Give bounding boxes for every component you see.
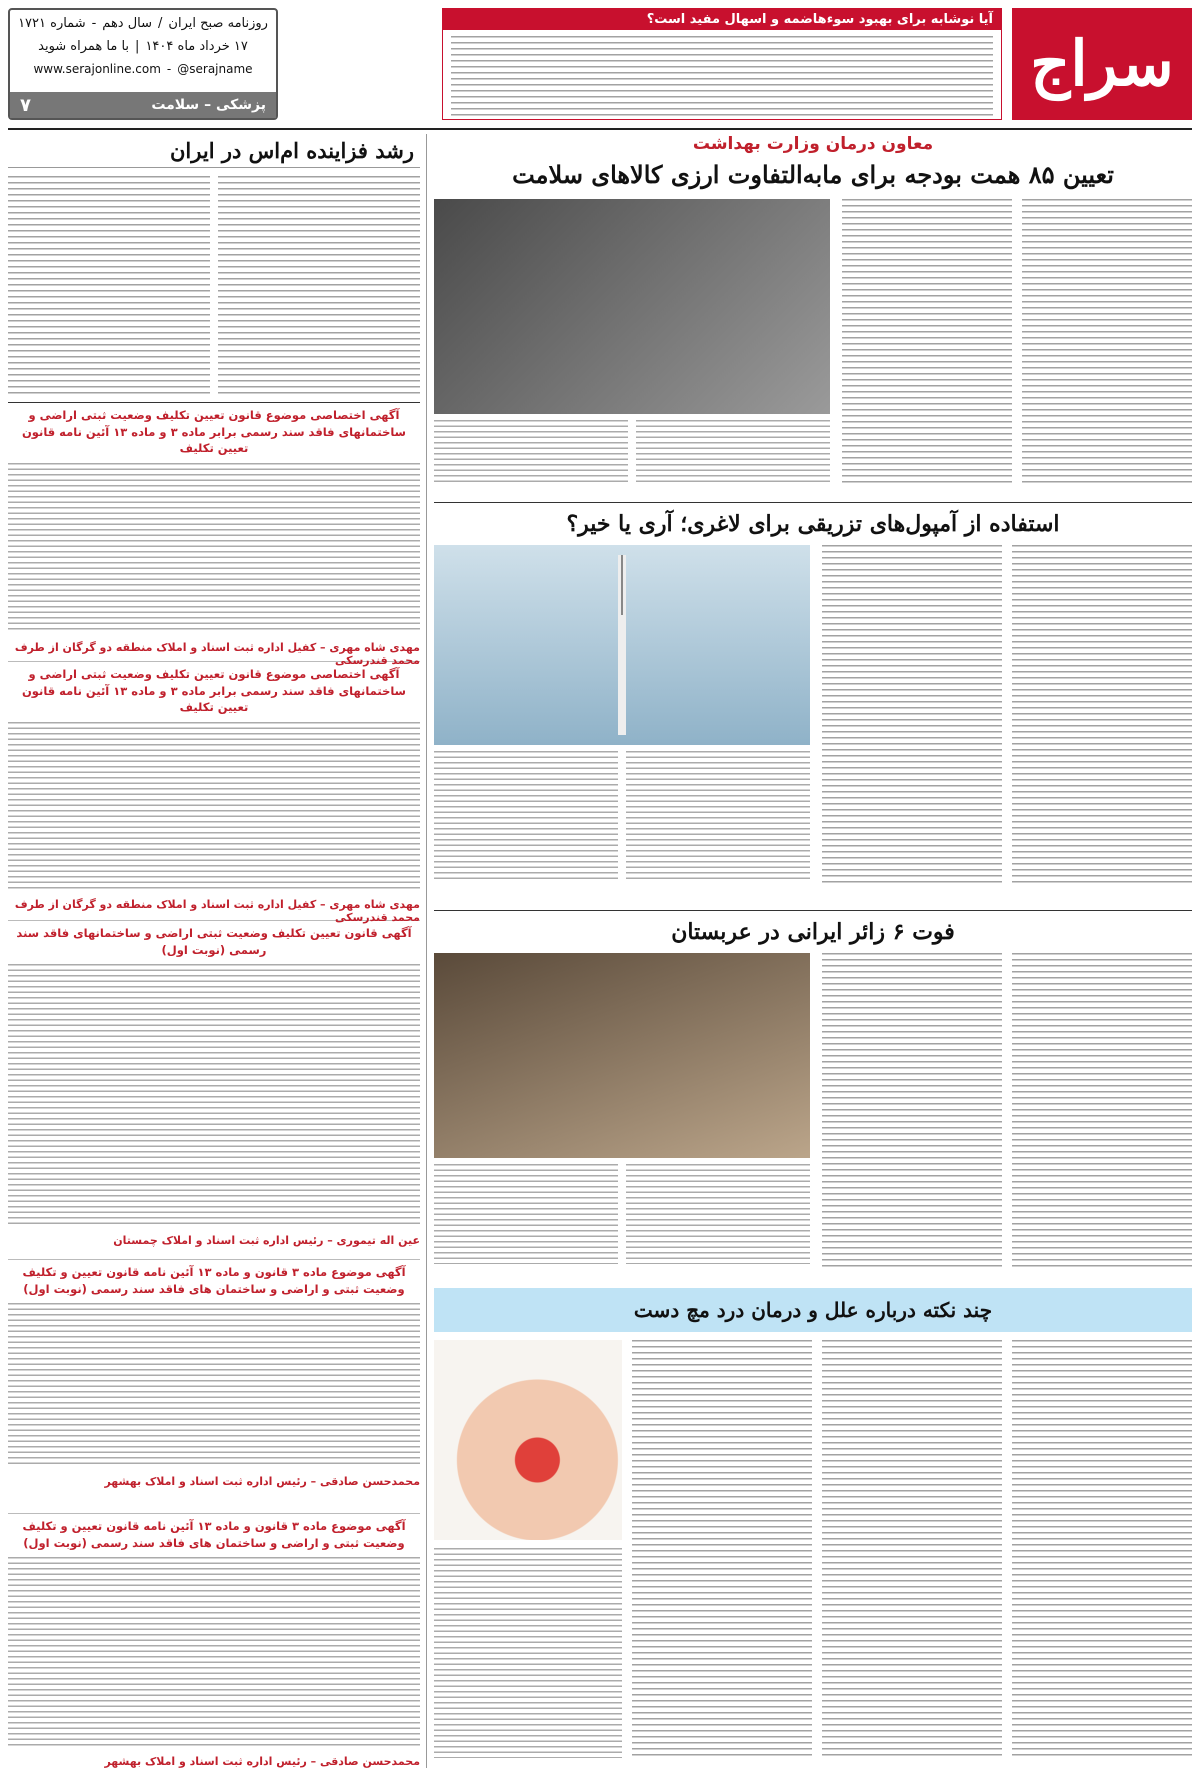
notice-signature: مهدی شاه مهری – کفیل اداره ثبت اسناد و املاک منطقه دو گرگان از طرف محمد قندرسکی <box>14 898 420 925</box>
notice-title[interactable]: آگهی قانون تعیین تکلیف وضعیت ثبتی اراضی و ساختمانهای فاقد سند رسمی (نوبت اول) <box>16 926 412 957</box>
page-number: ۷ <box>20 94 31 116</box>
notice-title[interactable]: آگهی موضوع ماده ۳ قانون و ماده ۱۳ آئین نامه قانون تعیین و تکلیف وضعیت ثبتی و اراضی و ساختمان های فاقد سند رسمی (نوبت اول) <box>22 1519 406 1550</box>
top-teaser <box>442 8 1002 120</box>
paper-name: روزنامه صبح ایران <box>168 16 268 31</box>
social-handle[interactable]: @serajname <box>177 62 253 76</box>
logo-text: سراج <box>1030 27 1174 100</box>
masthead-logo <box>1012 8 1192 120</box>
lead-photo <box>434 199 830 414</box>
lead-headline[interactable]: تعیین ۸۵ همت بودجه برای مابه‌التفاوت ارزی کالاهای سلامت <box>512 160 1114 189</box>
officials-photo <box>434 953 810 1158</box>
website-link[interactable]: www.serajonline.com <box>33 62 161 76</box>
issue-date: ۱۷ خرداد ماه ۱۴۰۴ <box>145 39 248 54</box>
notice-title[interactable]: آگهی اختصاصی موضوع قانون تعیین تکلیف وضعیت ثبتی اراضی و ساختمانهای فاقد سند رسمی برابر ماده ۳ و ماده ۱۳ آئین نامه قانون تعیین تکلیف <box>21 667 406 715</box>
lead-kicker: معاون درمان وزارت بهداشت <box>692 134 934 154</box>
pilgrims-headline[interactable]: فوت ۶ زائر ایرانی در عربستان <box>671 919 955 945</box>
newspaper-page <box>8 8 1192 1768</box>
ms-headline[interactable]: رشد فزاینده ام‌اس در ایران <box>8 134 420 168</box>
notice-block-1 <box>8 403 420 668</box>
issue-number: شماره ۱۷۲۱ <box>18 16 86 31</box>
notice-block-3 <box>8 920 420 1259</box>
wrist-story <box>434 1288 1192 1768</box>
lead-story <box>434 134 1192 494</box>
notice-title[interactable]: آگهی موضوع ماده ۳ قانون و ماده ۱۳ آئین نامه قانون تعیین و تکلیف وضعیت ثبتی و اراضی و ساختمان های فاقد سند رسمی (نوبت اول) <box>22 1265 406 1296</box>
year-label: سال دهم <box>102 16 153 31</box>
issue-info-box: روزنامه صبح ایران / سال دهم - شماره ۱۷۲۱ ۱۷ خرداد ماه ۱۴۰۴ | با ما همراه شوید www.serajonline.com - @serajname پزشکی – سلامت ۷ <box>8 8 278 120</box>
slogan: با ما همراه شوید <box>38 39 130 54</box>
ms-story <box>8 134 420 396</box>
wrist-photo <box>434 1340 622 1540</box>
notice-signature: مهدی شاه مهری – کفیل اداره ثبت اسناد و املاک منطقه دو گرگان از طرف محمد قندرسکی <box>14 641 420 668</box>
section-name: پزشکی – سلامت <box>151 97 266 113</box>
notice-signature: محمدحسن صادقی – رئیس اداره ثبت اسناد و املاک بهشهر <box>104 1475 420 1489</box>
wrist-headline[interactable]: چند نکته درباره علل و درمان درد مچ دست <box>434 1288 1192 1332</box>
syringe-photo <box>434 545 810 745</box>
notice-signature: عین اله تیموری – رئیس اداره ثبت اسناد و املاک چمستان <box>113 1234 420 1248</box>
pilgrims-story <box>434 910 1192 1280</box>
notice-block-2 <box>8 661 420 925</box>
top-teaser-headline[interactable]: آیا نوشابه برای بهبود سوءهاضمه و اسهال مفید است؟ <box>443 9 1001 30</box>
legal-notices <box>8 402 420 1768</box>
notice-signature: محمدحسن صادقی – رئیس اداره ثبت اسناد و املاک بهشهر <box>104 1755 420 1769</box>
ampoule-story <box>434 502 1192 902</box>
notice-title[interactable]: آگهی اختصاصی موضوع قانون تعیین تکلیف وضعیت ثبتی اراضی و ساختمانهای فاقد سند رسمی برابر ماده ۳ و ماده ۱۳ آئین نامه قانون تعیین تکلیف <box>21 408 406 456</box>
ampoule-headline[interactable]: استفاده از آمپول‌های تزریقی برای لاغری؛ آری یا خیر؟ <box>566 511 1060 537</box>
notice-block-4 <box>8 1259 420 1513</box>
notice-block-5 <box>8 1513 420 1792</box>
